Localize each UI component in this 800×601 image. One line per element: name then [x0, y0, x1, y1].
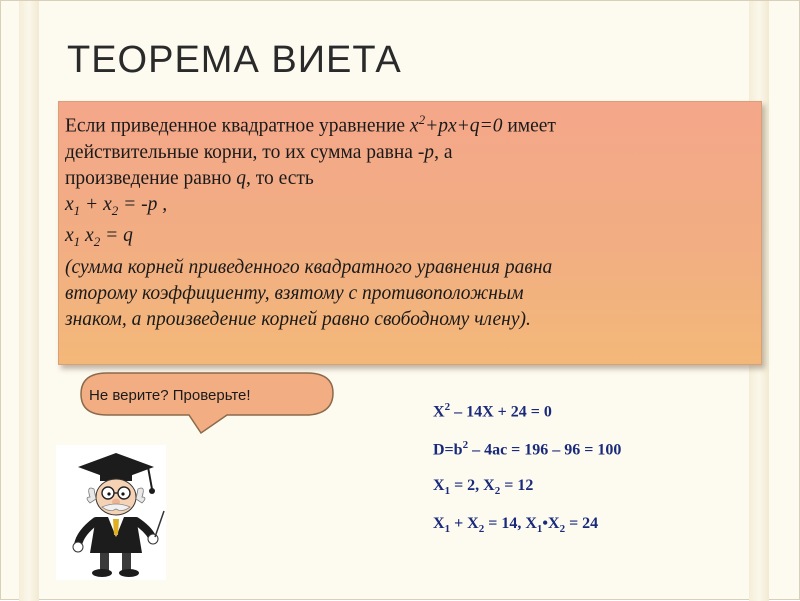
decor-bar-left	[19, 1, 39, 601]
example-roots: $X_1 = 2$, $X_2 = 12$	[433, 477, 534, 498]
theorem-line-2: действительные корни, то их сумма равна -p, а	[65, 141, 453, 163]
professor-icon	[56, 445, 166, 580]
theorem-line-1: Если приведенное квадратное уравнение $x^2+px+q=0$ имеет	[65, 112, 556, 137]
theorem-note-line-1: (сумма корней приведенного квадратного уравнения равна	[65, 257, 553, 279]
example-equation: $X^2 - 14X + 24 = 0$	[433, 401, 552, 421]
theorem-note-line-3: знаком, а произведение корней равно свободному члену).	[65, 309, 531, 331]
sum-formula: $x_1 + x_2 = -p$ ,	[65, 193, 168, 218]
theorem-line-3: произведение равно q, то есть	[65, 167, 314, 189]
example-check: $X_1 + X_2 = 14$, $X_1•X_2 = 24$	[433, 515, 599, 536]
speech-bubble-text: Не верите? Проверьте!	[89, 387, 251, 404]
product-formula: $x_1$ $x_2 = q$	[65, 225, 133, 250]
example-discriminant: $D=b^2 - 4ac = 196 - 96 = 100$	[433, 439, 622, 459]
theorem-note-line-2: второму коэффициенту, взятому с противоположным	[65, 283, 524, 305]
theorem-text	[65, 107, 755, 333]
slide-title: ТЕОРЕМА ВИЕТА	[67, 39, 402, 81]
